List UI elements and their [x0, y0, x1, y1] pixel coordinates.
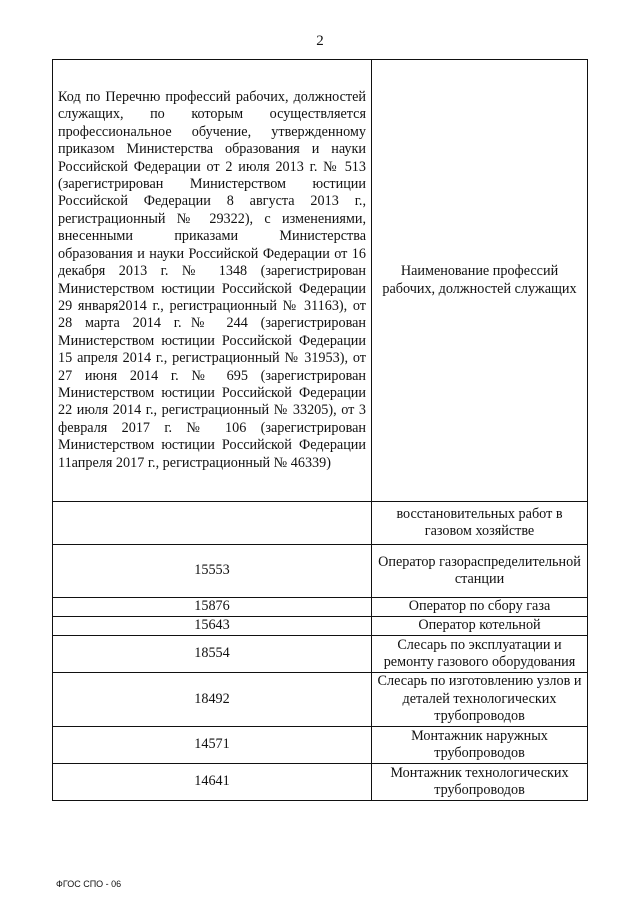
table-row: [53, 502, 588, 545]
row-code: 18554: [53, 636, 372, 673]
page-number: 2: [316, 33, 324, 49]
row-code: 18492: [53, 673, 372, 727]
header-name-column: Наименование профессий рабочих, должностей служащих: [372, 60, 588, 502]
table-row: [53, 636, 588, 673]
row-name: Монтажник наружных трубопроводов: [372, 727, 588, 764]
professions-table: [52, 59, 588, 801]
table-header-row: [53, 60, 588, 502]
footer-label: ФГОС СПО - 06: [56, 879, 122, 889]
row-name: Монтажник технологических трубопроводов: [372, 764, 588, 801]
row-code: [53, 502, 372, 545]
header-code-column: Код по Перечню профессий рабочих, должностей служащих, по которым осуществляется профессиональное обучение, утвержденному приказом Министерства образования и науки Российской Федерации от 2 июля 2013 г. № 513 (зарегистрирован Министерством юстиции Российской Федерации 8 августа 2013 г., регистрационный № 29322), с изменениями, внесенными приказами Министерства образования и науки Российской Федерации от 16 декабря 2013 г. № 1348 (зарегистрирован Министерством юстиции Российской Федерации 29 января2014 г., регистрационный № 31163), от 28 марта 2014 г.№ 244 (зарегистрирован Министерством юстиции Российской Федерации 15 апреля 2014 г., регистрационный № 31953), от 27 июня 2014 г. № 695 (зарегистрирован Министерством юстиции Российской Федерации 22 июля 2014 г., регистрационный № 33205), от 3 февраля 2017 г. № 106 (зарегистрирован Министерством юстиции Российской Федерации 11апреля 2017 г., регистрационный № 46339): [53, 60, 372, 502]
row-name: Оператор газораспределительной станции: [372, 545, 588, 598]
table-row: [53, 764, 588, 801]
table-row: [53, 673, 588, 727]
row-name: Оператор по сбору газа: [372, 598, 588, 617]
row-code: 15876: [53, 598, 372, 617]
row-code: 15553: [53, 545, 372, 598]
row-name: Слесарь по эксплуатации и ремонту газового оборудования: [372, 636, 588, 673]
row-name: восстановительных работ в газовом хозяйстве: [372, 502, 588, 545]
row-code: 14641: [53, 764, 372, 801]
row-name: Слесарь по изготовлению узлов и деталей технологических трубопроводов: [372, 673, 588, 727]
table-row: [53, 545, 588, 598]
table-row: [53, 598, 588, 617]
row-name: Оператор котельной: [372, 617, 588, 636]
table-row: [53, 727, 588, 764]
table-row: [53, 617, 588, 636]
row-code: 15643: [53, 617, 372, 636]
row-code: 14571: [53, 727, 372, 764]
